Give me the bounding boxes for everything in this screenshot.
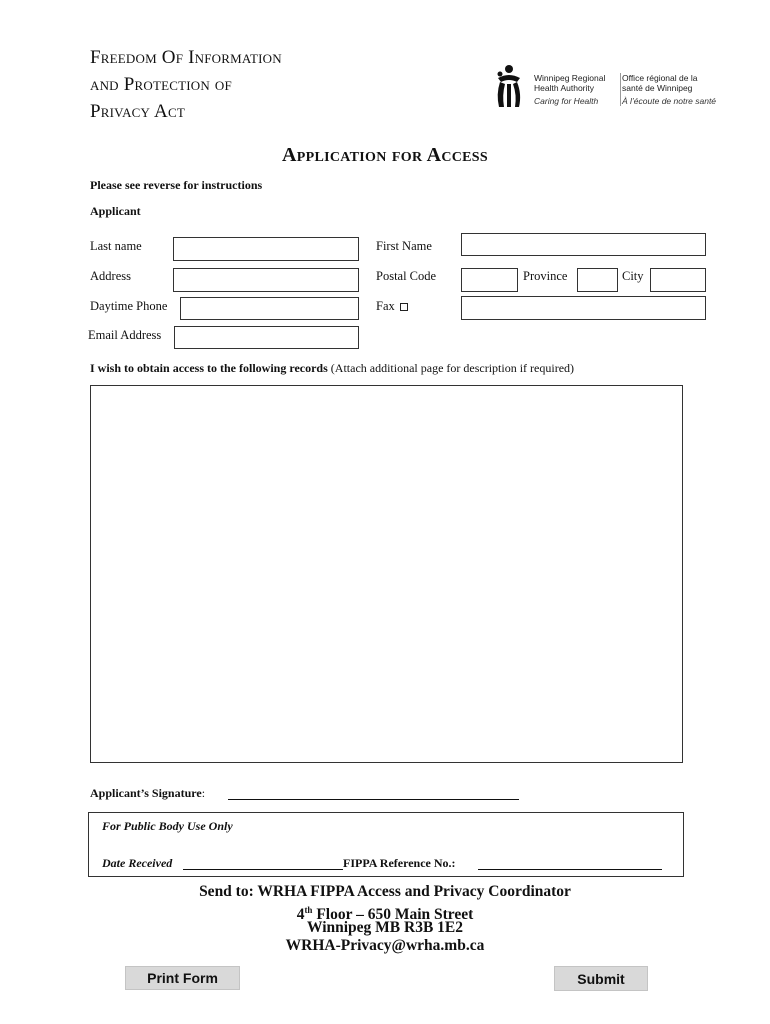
province-input[interactable] [577, 268, 618, 292]
last-name-input[interactable] [173, 237, 359, 261]
fax-label-text: Fax [376, 299, 395, 313]
date-received-line [183, 869, 343, 870]
logo-org-fr-line2: santé de Winnipeg [622, 83, 693, 93]
print-form-button[interactable]: Print Form [125, 966, 240, 990]
instructions-note: Please see reverse for instructions [90, 178, 263, 192]
act-title-line1: Freedom Of Information [90, 47, 282, 68]
fax-input[interactable] [461, 296, 706, 320]
logo-org-fr-line1: Office régional de la [622, 73, 698, 83]
last-name-label: Last name [90, 239, 142, 253]
email-input[interactable] [174, 326, 359, 349]
postal-code-input[interactable] [461, 268, 518, 292]
wrha-logo [490, 64, 730, 110]
submit-button[interactable]: Submit [554, 966, 648, 991]
logo-tagline-en: Caring for Health [534, 96, 599, 106]
postal-code-label: Postal Code [376, 269, 437, 283]
address-input[interactable] [173, 268, 359, 292]
records-textarea[interactable] [90, 385, 683, 763]
form-title: Application for Access [282, 144, 488, 166]
send-to-floor-suffix: th [304, 905, 313, 915]
records-label-note: (Attach additional page for description if required) [330, 361, 575, 375]
act-title-line3: Privacy Act [90, 101, 185, 122]
signature-line[interactable] [228, 799, 519, 800]
act-title-line2: and Protection of [90, 74, 232, 95]
fippa-ref-label: FIPPA Reference No.: [343, 856, 456, 870]
fax-label [376, 299, 408, 314]
logo-org-en-line2: Health Authority [534, 83, 595, 93]
send-to-floor-number: 4 [296, 906, 305, 924]
applicant-heading: Applicant [90, 204, 141, 218]
signature-label-text: Applicant’s Signature [90, 786, 202, 800]
logo-tagline-fr: À l’écoute de notre santé [622, 96, 717, 106]
province-label: Province [523, 269, 568, 283]
send-to-line1: Send to: WRHA FIPPA Access and Privacy Coordinator [199, 883, 571, 900]
daytime-phone-label: Daytime Phone [90, 299, 168, 313]
fippa-ref-line [478, 869, 662, 870]
public-body-title: For Public Body Use Only [102, 819, 233, 833]
people-logo-icon [490, 64, 526, 108]
signature-colon: : [201, 786, 206, 800]
first-name-label: First Name [376, 239, 432, 253]
records-label-bold: I wish to obtain access to the following records [90, 361, 328, 375]
date-received-label: Date Received [102, 856, 173, 870]
city-input[interactable] [650, 268, 706, 292]
signature-label [90, 786, 205, 801]
send-to-line3: Winnipeg MB R3B 1E2 [306, 919, 464, 936]
records-label [90, 361, 574, 376]
email-label: Email Address [88, 328, 162, 342]
logo-org-en-line1: Winnipeg Regional [534, 73, 606, 83]
first-name-input[interactable] [461, 233, 706, 256]
daytime-phone-input[interactable] [180, 297, 359, 320]
fax-checkbox-icon[interactable] [400, 303, 408, 311]
city-label: City [622, 269, 644, 283]
act-title [90, 44, 282, 125]
address-label: Address [90, 269, 131, 283]
send-to-email: WRHA-Privacy@wrha.mb.ca [285, 937, 485, 954]
send-to-street: Floor – 650 Main Street [312, 906, 474, 924]
